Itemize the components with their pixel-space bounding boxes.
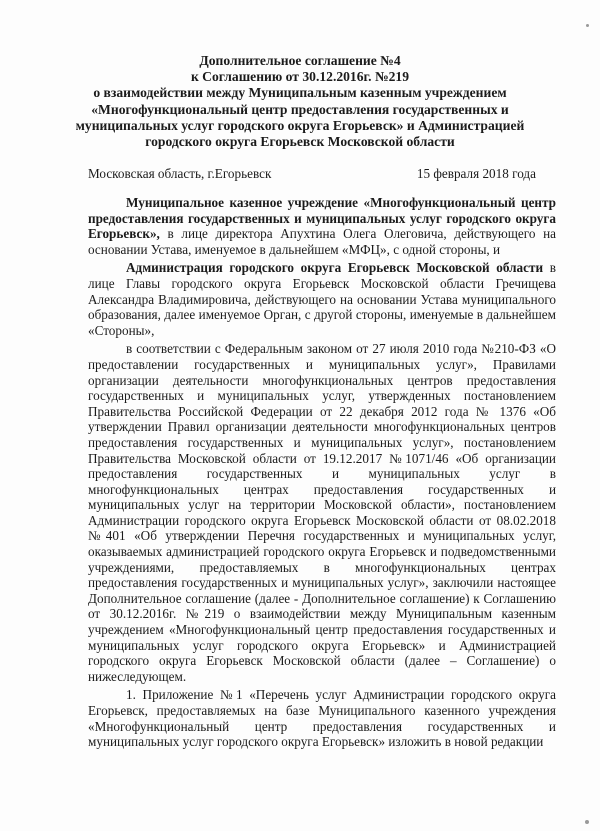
document-title bbox=[0, 53, 600, 150]
administration-name: Администрация городского округа Егорьевск Московской области bbox=[126, 260, 544, 276]
title-line-4: «Многофункциональный центр предоставления государственных и bbox=[91, 101, 509, 117]
paragraph-administration bbox=[88, 260, 556, 338]
administration-text: в лице Главы городского округа Егорьевск Московской области Гречищева Александра Владимировича, действующего на основании Устава муниципального образования, далее именуемое Орган, с другой стороны, именуемые в дальнейшем «Стороны», bbox=[88, 260, 556, 338]
item-1-text: 1. Приложение №1 «Перечень услуг Администрации городского округа Егорьевск, предоставляемых на базе Муниципального казенного учреждения «Многофункциональный центр предоставления государственных и муниципальных услуг городского округа Егорьевск» изложить в новой редакции bbox=[88, 687, 556, 750]
mfc-text: в лице директора Апухтина Олега Олеговича, действующего на основании Устава, именуемое в дальнейшем «МФЦ», с одной стороны, и bbox=[88, 226, 556, 257]
scan-speck bbox=[585, 820, 589, 824]
paragraph-legal-basis bbox=[88, 341, 556, 684]
place-date-row bbox=[88, 166, 536, 182]
legal-basis-text: в соответствии с Федеральным законом от 27 июля 2010 года №210-ФЗ «О предоставлении государственных и муниципальных услуг», Правилами организации деятельности многофункциональных центров предоставления государственных и муниципальных услуг, утвержденных постановлением Правительства Российской Федерации от 22 декабря 2012 года № 1376 «Об утверждении Правил организации деятельности многофункциональных центров предоставления государственных и муниципальных услуг», постановлением Правительства Московской области от 19.12.2017 №1071/46 «Об организации предоставления государственных и муниципальных услуг в многофункциональных центрах предоставления государственных и муниципальных услуг на территории Московской области», постановлением Администрации городского округа Егорьевск Московской области от 08.02.2018 №401 «Об утверждении Перечня государственных и муниципальных услуг, оказываемых администрацией городского округа Егорьевск и подведомственными учреждениями, предоставляемых в многофункциональных центрах предоставления государственных и муниципальных услуг», заключили настоящее Дополнительное соглашение (далее - Дополнительное соглашение) к Соглашению от 30.12.2016г. №219 о взаимодействии между Муниципальным казенным учреждением «Многофункциональный центр предоставления государственных и муниципальных услуг городского округа Егорьевск» и Администрацией городского округа Егорьевск Московской области (далее – Соглашение) о нижеследующем. bbox=[88, 341, 556, 684]
title-line-1: Дополнительное соглашение №4 bbox=[199, 53, 401, 68]
document-body bbox=[88, 195, 556, 753]
title-line-5: муниципальных услуг городского округа Егорьевск» и Администрацией bbox=[75, 117, 525, 133]
title-line-6: городского округа Егорьевск Московской области bbox=[145, 134, 455, 150]
title-line-3: о взаимодействии между Муниципальным казенным учреждением bbox=[93, 85, 507, 101]
mfc-name: Муниципальное казенное учреждение «Многофункциональный центр предоставления государственных и муниципальных услуг городского округа Егорьевск», bbox=[88, 195, 556, 242]
place: Московская область, г.Егорьевск bbox=[88, 166, 272, 181]
paragraph-mfc bbox=[88, 195, 556, 257]
date: 15 февраля 2018 года bbox=[416, 166, 536, 181]
title-line-2: к Соглашению от 30.12.2016г. №219 bbox=[190, 69, 410, 85]
paragraph-item-1 bbox=[88, 687, 556, 749]
scan-speck bbox=[586, 24, 589, 27]
